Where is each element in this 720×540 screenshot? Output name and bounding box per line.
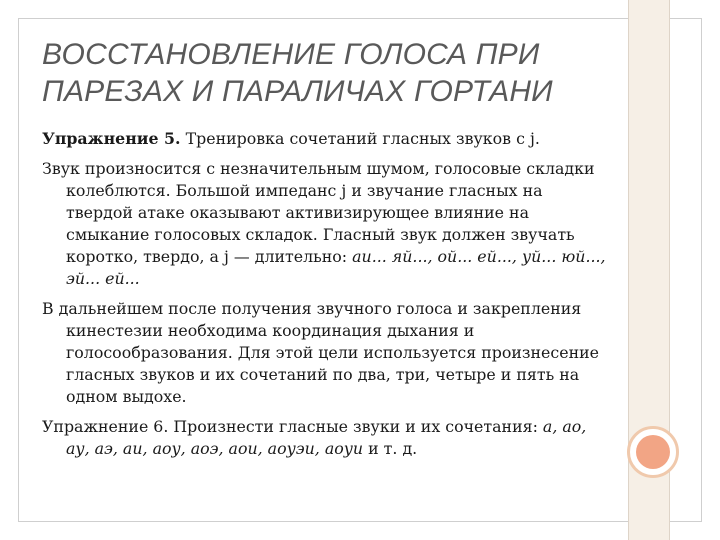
exercise-6-tail: и т. д. xyxy=(363,439,418,458)
slide-content xyxy=(42,128,614,468)
paragraph-2: В дальнейшем после получения звучного голоса и закрепления кинестезии необходима координация дыхания и голосообразования. Для этой цели используется произнесение гласных звуков и их сочетаний по два, три, четыре и пять на одном выдохе. xyxy=(42,299,600,406)
paragraph-1-examples: аи... яй..., ой... ей..., уй... юй..., эй... ей... xyxy=(66,247,606,288)
paragraph-1-text: Звук произносится с незначительным шумом, голосовые складки колеблются. Большой импеданс j и звучание гласных на твердой атаке оказывают активизирующее влияние на смыкание голосовых складок. Гласный звук должен звучать коротко, твердо, а j — длительно: xyxy=(42,159,595,266)
decorative-circle-inner xyxy=(636,435,670,469)
exercise-5-label: Упражнение 5. xyxy=(42,129,181,148)
exercise-6-text: Упражнение 6. Произнести гласные звуки и их сочетания: xyxy=(42,417,543,436)
exercise-6-examples: а, ао, ау, аэ, аи, аоу, аоэ, аои, аоуэи, аоуи xyxy=(66,417,587,458)
slide-title: ВОССТАНОВЛЕНИЕ ГОЛОСА ПРИ ПАРЕЗАХ И ПАРАЛИЧАХ ГОРТАНИ xyxy=(42,38,553,108)
decorative-circle xyxy=(627,426,679,478)
exercise-5-heading xyxy=(42,128,614,150)
exercise-5-text: Тренировка сочетаний гласных звуков с j. xyxy=(180,129,540,148)
paragraph-1 xyxy=(42,158,614,290)
exercise-6 xyxy=(42,416,614,460)
